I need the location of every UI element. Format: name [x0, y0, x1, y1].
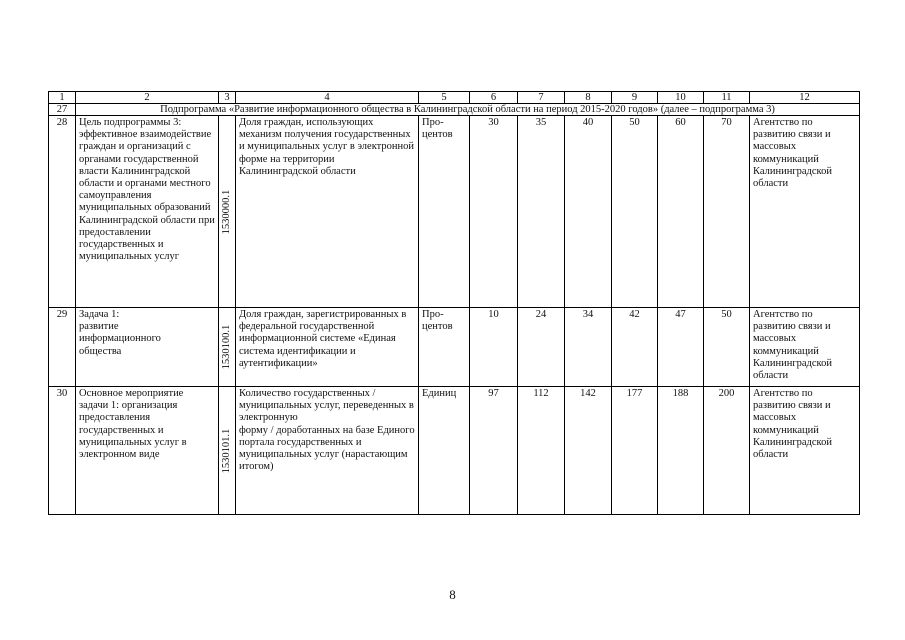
value-cell: 142 — [565, 387, 612, 515]
column-number: 2 — [76, 92, 219, 104]
column-number: 4 — [236, 92, 419, 104]
column-number: 10 — [658, 92, 704, 104]
row-number: 28 — [49, 116, 76, 308]
row-number: 27 — [49, 104, 76, 116]
table-row — [49, 116, 860, 308]
indicators-table — [48, 91, 860, 515]
value-cell: 60 — [658, 116, 704, 308]
unit-cell: Единиц — [419, 387, 470, 515]
value-cell: 177 — [612, 387, 658, 515]
column-number: 6 — [470, 92, 518, 104]
column-number: 5 — [419, 92, 470, 104]
value-cell: 34 — [565, 308, 612, 387]
row-number: 29 — [49, 308, 76, 387]
value-cell: 47 — [658, 308, 704, 387]
responsible-cell: Агентство по развитию связи и массовых коммуникаций Калининградской области — [750, 308, 860, 387]
subprogram-title: Подпрограмма «Развитие информационного общества в Калининградской области на период 2015-2020 годов» (далее – подпрограмма 3) — [76, 104, 860, 116]
column-number: 7 — [518, 92, 565, 104]
indicator-cell: Доля граждан, зарегистрированных в федеральной государственной информационной системе «Единая система идентификации и аутентификации» — [236, 308, 419, 387]
column-number: 12 — [750, 92, 860, 104]
column-number: 3 — [219, 92, 236, 104]
goal-cell: Цель подпрограммы 3: эффективное взаимодействие граждан и организаций с органами государственной власти Калининградской области и органами местного самоуправления муниципальных образований Калининградской области при предоставлении государственных и муниципальных услуг — [76, 116, 219, 308]
value-cell: 200 — [704, 387, 750, 515]
value-cell: 50 — [704, 308, 750, 387]
unit-cell: Про- центов — [419, 308, 470, 387]
value-cell: 30 — [470, 116, 518, 308]
value-cell: 10 — [470, 308, 518, 387]
indicator-code: 1530100.1 — [220, 324, 232, 370]
indicator-code: 1530101.1 — [220, 428, 232, 473]
goal-cell: Основное мероприятие задачи 1: организация предоставления государственных и муниципальных услуг в электронном виде — [76, 387, 219, 515]
page-number: 8 — [449, 587, 456, 602]
code-cell — [219, 308, 236, 387]
row-number: 30 — [49, 387, 76, 515]
indicator-cell: Доля граждан, использующих механизм получения государственных и муниципальных услуг в электронной форме на территории Калининградской области — [236, 116, 419, 308]
value-cell: 70 — [704, 116, 750, 308]
code-cell — [219, 387, 236, 515]
code-cell — [219, 116, 236, 308]
column-number: 8 — [565, 92, 612, 104]
value-cell: 50 — [612, 116, 658, 308]
subprogram-row — [49, 104, 860, 116]
goal-cell: Задача 1: развитие информационного общества — [76, 308, 219, 387]
value-cell: 188 — [658, 387, 704, 515]
responsible-cell: Агентство по развитию связи и массовых коммуникаций Калининградской области — [750, 387, 860, 515]
value-cell: 42 — [612, 308, 658, 387]
column-number: 11 — [704, 92, 750, 104]
column-number-row — [49, 92, 860, 104]
column-number: 9 — [612, 92, 658, 104]
value-cell: 112 — [518, 387, 565, 515]
value-cell: 97 — [470, 387, 518, 515]
indicator-code: 1530000.1 — [220, 189, 232, 234]
table-row — [49, 387, 860, 515]
indicator-cell: Количество государственных / муниципальных услуг, переведенных в электронную форму / доработанных на базе Единого портала государственных и муниципальных услуг (нарастающим итогом) — [236, 387, 419, 515]
value-cell: 35 — [518, 116, 565, 308]
table-row — [49, 308, 860, 387]
value-cell: 24 — [518, 308, 565, 387]
unit-cell: Про- центов — [419, 116, 470, 308]
column-number: 1 — [49, 92, 76, 104]
responsible-cell: Агентство по развитию связи и массовых коммуникаций Калининградской области — [750, 116, 860, 308]
value-cell: 40 — [565, 116, 612, 308]
